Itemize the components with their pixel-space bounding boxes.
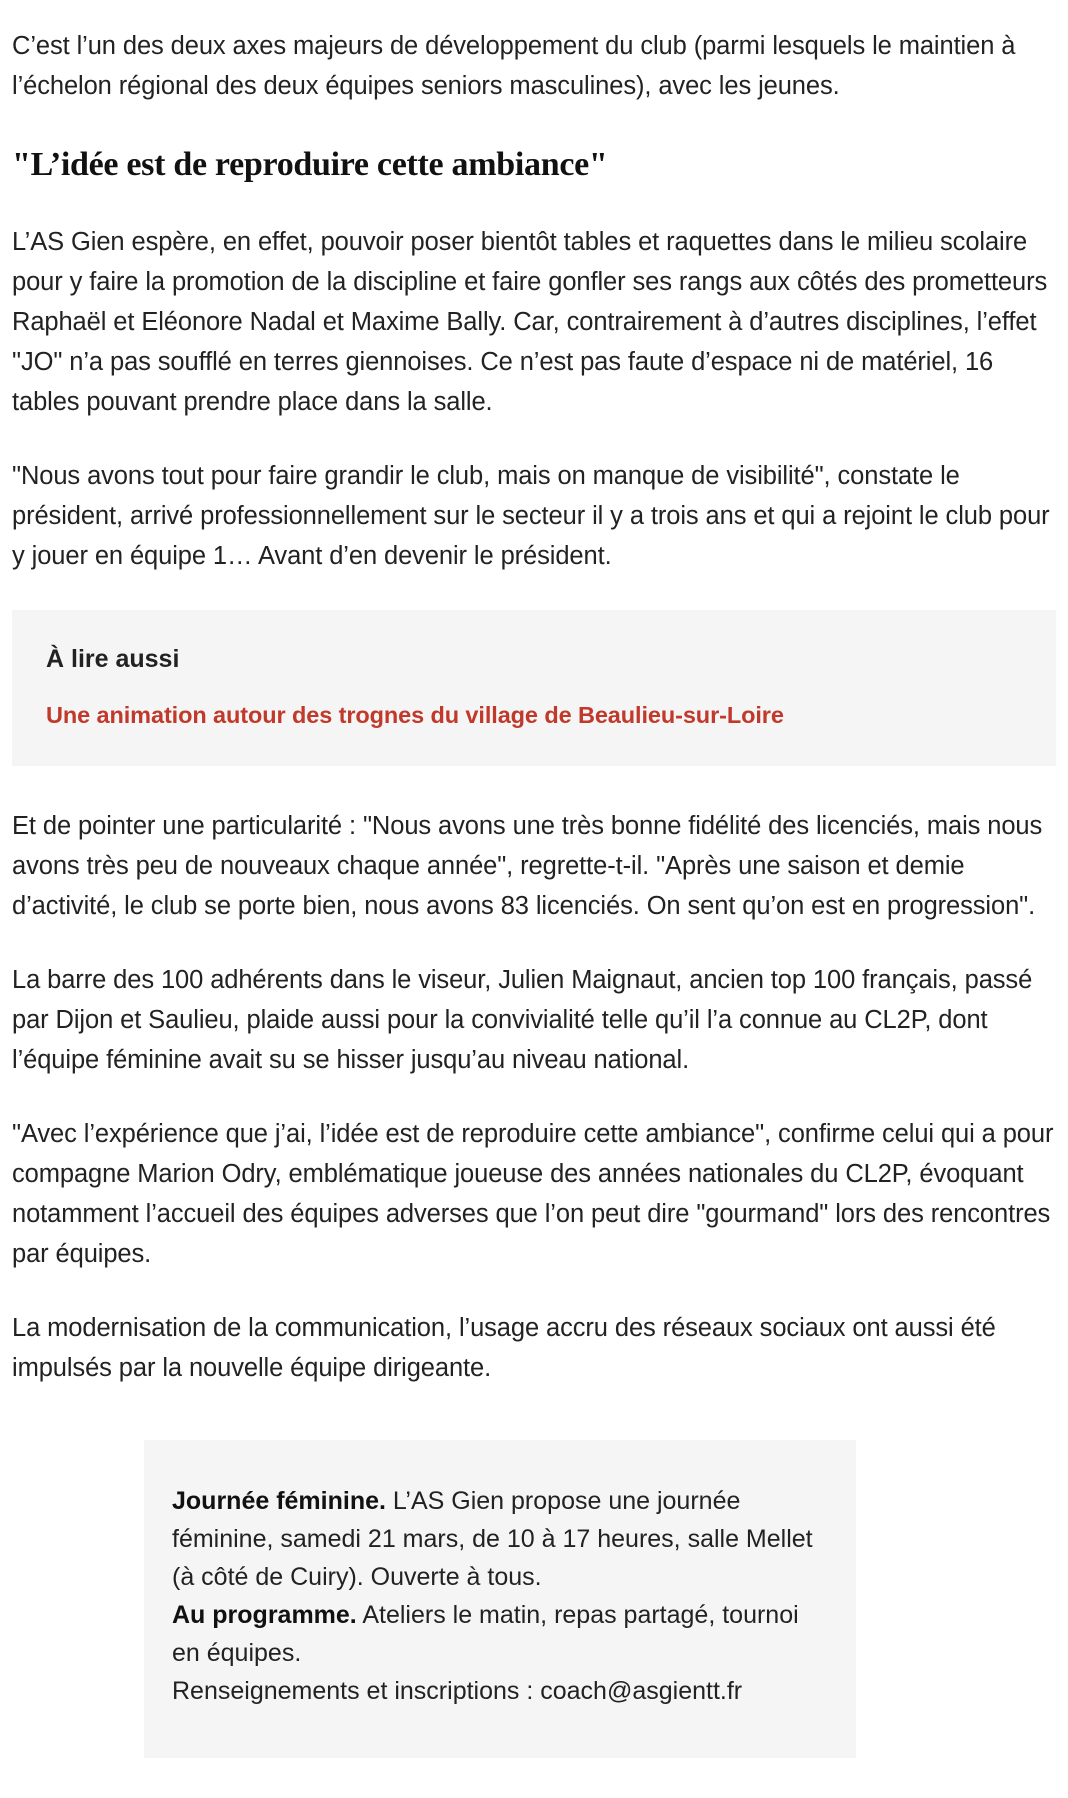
section-subheading: "L’idée est de reproduire cette ambiance" <box>12 146 608 183</box>
info-line-1-label: Journée féminine. <box>172 1487 386 1515</box>
paragraph-5: La barre des 100 adhérents dans le viseur, Julien Maignaut, ancien top 100 français, passé par Dijon et Saulieu, plaide aussi pour la convivialité telle qu’il l’a connue au CL2P, dont l’équipe féminine avait su se hisser jusqu’au niveau national. <box>12 966 1033 1074</box>
info-line-1 <box>172 1482 816 1596</box>
info-line-1-text: L’AS Gien propose une journée féminine, samedi 21 mars, de 10 à 17 heures, salle Mellet (à côté de Cuiry). Ouverte à tous. <box>172 1487 813 1591</box>
paragraph-4: Et de pointer une particularité : "Nous avons une très bonne fidélité des licenciés, mais nous avons très peu de nouveaux chaque année", regrette-t-il. "Après une saison et demie d’activité, le club se porte bien, nous avons 83 licenciés. On sent qu’on est en progression". <box>12 812 1043 920</box>
info-line-2-label: Au programme. <box>172 1601 357 1629</box>
paragraph-7: La modernisation de la communication, l’usage accru des réseaux sociaux ont aussi été impulsés par la nouvelle équipe dirigeante. <box>12 1314 996 1382</box>
info-line-3: Renseignements et inscriptions : coach@asgientt.fr <box>172 1677 743 1705</box>
read-also-title: À lire aussi <box>46 645 180 673</box>
paragraph-6: "Avec l’expérience que j’ai, l’idée est de reproduire cette ambiance", confirme celui qui a pour compagne Marion Odry, emblématique joueuse des années nationales du CL2P, évoquant notamment l’accueil des équipes adverses que l’on peut dire "gourmand" lors des rencontres par équipes. <box>12 1120 1054 1268</box>
read-also-box <box>12 610 1056 766</box>
info-line-2-text: Ateliers le matin, repas partagé, tournoi en équipes. <box>172 1601 799 1667</box>
paragraph-2: L’AS Gien espère, en effet, pouvoir poser bientôt tables et raquettes dans le milieu scolaire pour y faire la promotion de la discipline et faire gonfler ses rangs aux côtés des prometteurs Raphaël et Eléonore Nadal et Maxime Bally. Car, contrairement à d’autres disciplines, l’effet "JO" n’a pas soufflé en terres giennoises. Ce n’est pas faute d’espace ni de matériel, 16 tables pouvant prendre place dans la salle. <box>12 228 1048 416</box>
paragraph-3: "Nous avons tout pour faire grandir le club, mais on manque de visibilité", constate le président, arrivé professionnellement sur le secteur il y a trois ans et qui a rejoint le club pour y jouer en équipe 1… Avant d’en devenir le président. <box>12 462 1050 570</box>
bottom-spacer <box>12 1758 1056 1798</box>
read-also-link[interactable]: Une animation autour des trognes du village de Beaulieu-sur-Loire <box>46 702 784 728</box>
info-line-2 <box>172 1596 816 1672</box>
info-box-wrapper <box>12 1422 1056 1758</box>
paragraph-1: C’est l’un des deux axes majeurs de développement du club (parmi lesquels le maintien à l’échelon régional des deux équipes seniors masculines), avec les jeunes. <box>12 32 1016 100</box>
practical-info-box <box>144 1440 856 1758</box>
